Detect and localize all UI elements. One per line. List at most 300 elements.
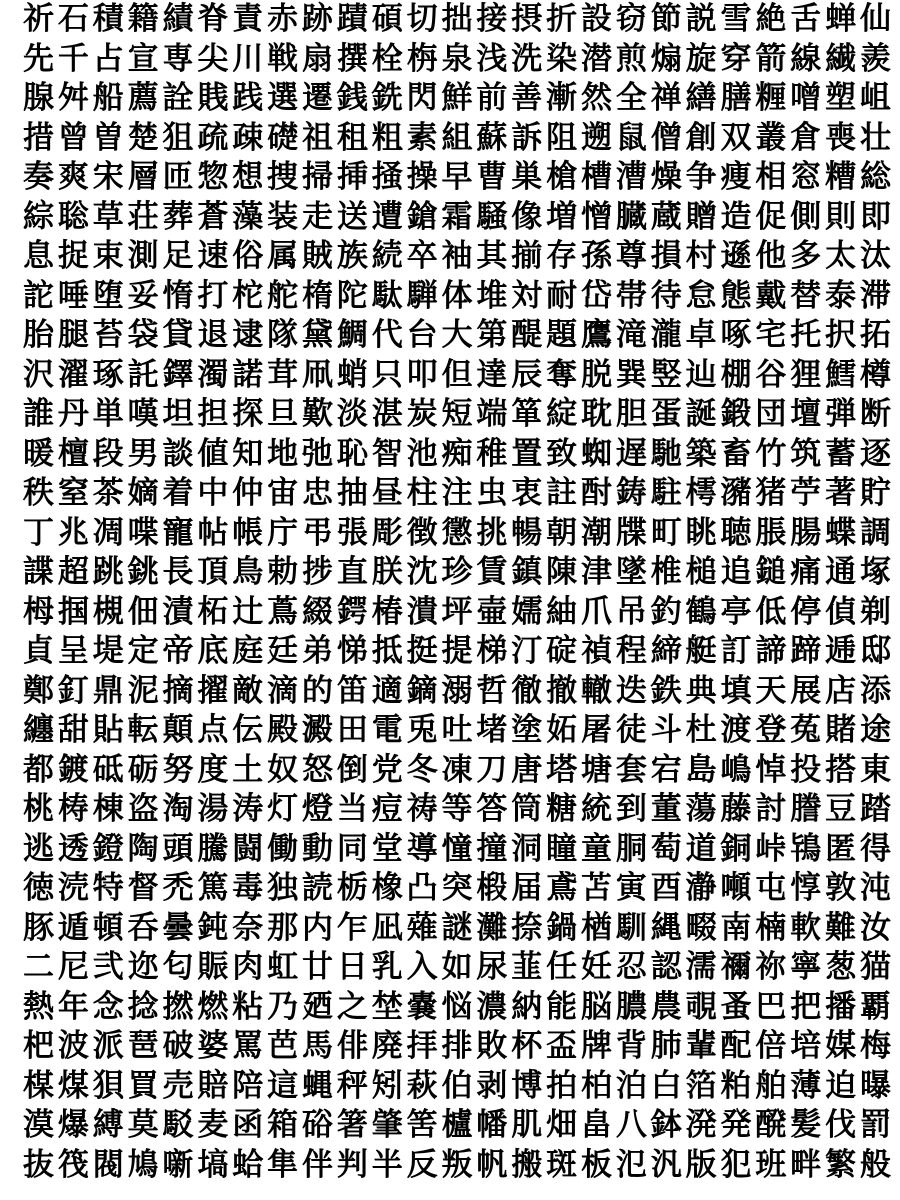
kanji-character: 諜 <box>23 554 54 590</box>
kanji-character: 筈 <box>406 1107 438 1143</box>
kanji-character: 任 <box>546 949 578 985</box>
kanji-character: 辰 <box>511 356 543 393</box>
kanji-character: 側 <box>790 198 822 235</box>
kanji-character: 八 <box>615 1107 647 1143</box>
kanji-character: 馳 <box>650 435 682 472</box>
kanji-character: 属 <box>267 238 299 274</box>
kanji-character: 斑 <box>546 1146 578 1183</box>
kanji-character: 唐 <box>511 751 543 788</box>
kanji-character: 爪 <box>581 593 612 630</box>
kanji-character: 煤 <box>57 1067 89 1104</box>
kanji-character: 婆 <box>197 1028 229 1064</box>
kanji-character: 倒 <box>336 751 368 788</box>
kanji-character: 伐 <box>825 1107 857 1143</box>
kanji-character: 曹 <box>476 159 508 195</box>
kanji-character: 定 <box>127 633 159 669</box>
kanji-character: 箪 <box>511 396 543 432</box>
kanji-character: 妥 <box>127 277 159 314</box>
kanji-character: 注 <box>441 475 473 511</box>
kanji-character: 叛 <box>441 1146 473 1183</box>
kanji-character: 撞 <box>476 830 508 867</box>
kanji-character: 組 <box>441 119 473 156</box>
kanji-character: 胎 <box>23 317 54 353</box>
kanji-character: 伝 <box>232 712 264 748</box>
kanji-character: 超 <box>57 554 89 590</box>
kanji-character: 謎 <box>441 909 473 946</box>
kanji-character: 頓 <box>92 909 124 946</box>
kanji-character: 覇 <box>860 988 891 1025</box>
kanji-character: 箱 <box>267 1107 299 1143</box>
kanji-character: 盃 <box>546 1028 578 1064</box>
kanji-character: 釣 <box>650 593 682 630</box>
kanji-character: 肌 <box>511 1107 543 1143</box>
kanji-character: 土 <box>232 751 264 788</box>
kanji-character: 誰 <box>23 396 54 432</box>
kanji-character: 津 <box>581 554 612 590</box>
kanji-row <box>22 830 892 868</box>
kanji-character: 腸 <box>790 514 822 551</box>
kanji-character: 奈 <box>232 909 264 946</box>
kanji-character: 硲 <box>302 1107 333 1143</box>
kanji-character: 椴 <box>476 870 508 906</box>
kanji-character: 嫡 <box>127 475 159 511</box>
kanji-character: 釘 <box>57 672 89 709</box>
kanji-character: 添 <box>860 672 891 709</box>
kanji-character: 樽 <box>860 356 891 393</box>
kanji-character: 的 <box>302 672 333 709</box>
kanji-character: 漠 <box>23 1107 54 1143</box>
kanji-character: 培 <box>790 1028 822 1064</box>
kanji-character: 投 <box>790 751 822 788</box>
kanji-character: 旋 <box>685 40 717 77</box>
kanji-character: 短 <box>441 396 473 432</box>
kanji-character: 吊 <box>615 593 647 630</box>
kanji-character: 尿 <box>476 949 508 985</box>
kanji-character: 棚 <box>720 356 752 393</box>
kanji-character: 績 <box>162 1 194 37</box>
kanji-character: 存 <box>546 238 578 274</box>
kanji-character: 薙 <box>406 909 438 946</box>
kanji-character: 赤 <box>267 1 299 37</box>
kanji-character: 卒 <box>406 238 438 274</box>
kanji-character: 跡 <box>302 1 333 37</box>
kanji-character: 瀞 <box>685 870 717 906</box>
kanji-character: 湯 <box>197 791 229 827</box>
kanji-character: 択 <box>825 317 857 353</box>
kanji-character: 波 <box>57 1028 89 1064</box>
kanji-character: 設 <box>581 1 612 37</box>
kanji-character: 則 <box>825 198 857 235</box>
kanji-character: 畷 <box>685 909 717 946</box>
kanji-character: 薦 <box>127 80 159 116</box>
kanji-character: 舶 <box>755 1067 787 1104</box>
kanji-character: 接 <box>476 1 508 37</box>
kanji-character: 悌 <box>336 633 368 669</box>
kanji-character: 巽 <box>615 356 647 393</box>
kanji-character: 閃 <box>406 80 438 116</box>
kanji-character: 直 <box>336 554 368 590</box>
kanji-character: 切 <box>406 1 438 37</box>
kanji-character: 槍 <box>546 159 578 195</box>
kanji-character: 搭 <box>825 751 857 788</box>
kanji-character: 堵 <box>476 712 508 748</box>
kanji-character: 働 <box>267 830 299 867</box>
kanji-character: 笛 <box>336 672 368 709</box>
kanji-character: 誕 <box>685 396 717 432</box>
kanji-character: 邸 <box>860 633 891 669</box>
kanji-character: 荘 <box>127 198 159 235</box>
kanji-character: 曝 <box>860 1067 891 1104</box>
kanji-character: 届 <box>511 870 543 906</box>
kanji-character: 念 <box>92 988 124 1025</box>
kanji-character: 函 <box>232 1107 264 1143</box>
kanji-character: 破 <box>162 1028 194 1064</box>
kanji-character: 酎 <box>581 475 612 511</box>
kanji-character: 卓 <box>685 317 717 353</box>
kanji-character: 廷 <box>267 633 299 669</box>
kanji-character: 貼 <box>92 712 124 748</box>
kanji-character: 窓 <box>790 159 822 195</box>
kanji-character: 蓄 <box>825 435 857 472</box>
kanji-character: 禿 <box>162 870 194 906</box>
kanji-character: 石 <box>57 1 89 37</box>
kanji-character: 剥 <box>476 1067 508 1104</box>
kanji-character: 疏 <box>197 119 229 156</box>
kanji-character: 宙 <box>267 475 299 511</box>
kanji-character: 葬 <box>162 198 194 235</box>
kanji-character: 操 <box>406 159 438 195</box>
kanji-character: 素 <box>406 119 438 156</box>
kanji-character: 践 <box>232 80 264 116</box>
kanji-character: 幡 <box>476 1107 508 1143</box>
kanji-character: 陪 <box>232 1067 264 1104</box>
kanji-character: 蛸 <box>336 356 368 393</box>
kanji-character: 忍 <box>615 949 647 985</box>
kanji-character: 打 <box>197 277 229 314</box>
kanji-character: 塙 <box>197 1146 229 1183</box>
kanji-character: 体 <box>441 277 473 314</box>
kanji-character: 嶋 <box>720 751 752 788</box>
kanji-character: 迩 <box>127 949 159 985</box>
kanji-character: 大 <box>441 317 473 353</box>
kanji-character: 肉 <box>232 949 264 985</box>
kanji-character: 脱 <box>581 356 612 393</box>
kanji-character: 専 <box>162 40 194 77</box>
kanji-character: 覗 <box>685 988 717 1025</box>
kanji-character: 道 <box>685 830 717 867</box>
kanji-character: 琶 <box>127 1028 159 1064</box>
kanji-character: 抵 <box>371 633 403 669</box>
kanji-character: 畠 <box>581 1107 612 1143</box>
kanji-character: 呈 <box>57 633 89 669</box>
kanji-character: 閥 <box>92 1146 124 1183</box>
kanji-character: 播 <box>825 988 857 1025</box>
kanji-character: 答 <box>476 791 508 827</box>
kanji-row <box>22 277 892 315</box>
kanji-character: 悩 <box>441 988 473 1025</box>
kanji-character: 糎 <box>755 80 787 116</box>
kanji-character: 濁 <box>197 356 229 393</box>
kanji-character: 喋 <box>127 514 159 551</box>
kanji-character: 敗 <box>476 1028 508 1064</box>
kanji-character: 戴 <box>755 277 787 314</box>
kanji-character: 特 <box>92 870 124 906</box>
kanji-character: 桃 <box>23 791 54 827</box>
kanji-character: 辻 <box>232 593 264 630</box>
kanji-character: 伴 <box>302 1146 333 1183</box>
kanji-character: 舵 <box>267 277 299 314</box>
kanji-character: 楠 <box>755 909 787 946</box>
kanji-character: 促 <box>755 198 787 235</box>
kanji-character: 堆 <box>476 277 508 314</box>
kanji-character: 這 <box>267 1067 299 1104</box>
kanji-character: 痘 <box>371 791 403 827</box>
kanji-character: 努 <box>162 751 194 788</box>
kanji-character: 送 <box>336 198 368 235</box>
kanji-character: 脊 <box>197 1 229 37</box>
kanji-row <box>22 0 892 38</box>
kanji-character: 仙 <box>860 1 891 37</box>
kanji-character: 俗 <box>232 238 264 274</box>
kanji-character: 銅 <box>720 830 752 867</box>
kanji-character: 濃 <box>476 988 508 1025</box>
kanji-character: 像 <box>511 198 543 235</box>
kanji-character: 鐸 <box>162 356 194 393</box>
kanji-character: 糖 <box>546 791 578 827</box>
kanji-character: 粕 <box>720 1067 752 1104</box>
kanji-character: 速 <box>197 238 229 274</box>
kanji-character: 派 <box>92 1028 124 1064</box>
kanji-character: 智 <box>371 435 403 472</box>
kanji-character: 鎮 <box>511 554 543 590</box>
kanji-row <box>22 948 892 986</box>
kanji-character: 討 <box>755 791 787 827</box>
kanji-character: 莫 <box>127 1107 159 1143</box>
kanji-character: 填 <box>720 672 752 709</box>
kanji-character: 苧 <box>790 475 822 511</box>
kanji-character: 罰 <box>860 1107 891 1143</box>
kanji-character: 博 <box>511 1067 543 1104</box>
kanji-character: 当 <box>336 791 368 827</box>
kanji-character: 殿 <box>267 712 299 748</box>
kanji-character: 墜 <box>615 554 647 590</box>
kanji-character: 排 <box>441 1028 473 1064</box>
kanji-character: 萩 <box>406 1067 438 1104</box>
kanji-character: 毒 <box>232 870 264 906</box>
kanji-character: 騒 <box>476 198 508 235</box>
kanji-character: 統 <box>581 791 612 827</box>
kanji-character: 尊 <box>615 238 647 274</box>
kanji-character: 鏑 <box>406 672 438 709</box>
kanji-character: 疎 <box>232 119 264 156</box>
kanji-character: 半 <box>371 1146 403 1183</box>
kanji-row <box>22 435 892 473</box>
kanji-character: 筏 <box>57 1146 89 1183</box>
kanji-character: 套 <box>615 751 647 788</box>
kanji-character: 耽 <box>581 396 612 432</box>
kanji-character: 舌 <box>790 1 822 37</box>
kanji-character: 煽 <box>650 40 682 77</box>
kanji-character: 凍 <box>441 751 473 788</box>
kanji-character: 壇 <box>790 396 822 432</box>
kanji-character: 惰 <box>162 277 194 314</box>
kanji-character: 壮 <box>860 119 891 156</box>
kanji-character: 鍔 <box>336 593 368 630</box>
kanji-character: 漕 <box>615 159 647 195</box>
kanji-character: 禰 <box>720 949 752 985</box>
kanji-character: 橡 <box>371 870 403 906</box>
kanji-row <box>22 751 892 789</box>
kanji-character: 冬 <box>406 751 438 788</box>
kanji-character: 庁 <box>267 514 299 551</box>
kanji-character: 折 <box>546 1 578 37</box>
kanji-character: 聡 <box>57 198 89 235</box>
kanji-character: 澱 <box>302 712 333 748</box>
kanji-character: 狙 <box>162 119 194 156</box>
kanji-character: 賠 <box>197 1067 229 1104</box>
kanji-character: 苫 <box>581 870 612 906</box>
kanji-character: 宣 <box>127 40 159 77</box>
kanji-character: 壷 <box>476 593 508 630</box>
kanji-character: 川 <box>232 40 264 77</box>
kanji-character: 拓 <box>860 317 891 353</box>
kanji-character: 綻 <box>546 396 578 432</box>
kanji-character: 鎚 <box>755 554 787 590</box>
kanji-character: 濯 <box>57 356 89 393</box>
kanji-character: 祢 <box>755 949 787 985</box>
kanji-row <box>22 672 892 710</box>
kanji-character: 想 <box>232 159 264 195</box>
kanji-character: 蔦 <box>267 593 299 630</box>
kanji-character: 鋳 <box>615 475 647 511</box>
kanji-character: 把 <box>790 988 822 1025</box>
kanji-character: 堤 <box>92 633 124 669</box>
kanji-character: 廃 <box>371 1028 403 1064</box>
kanji-character: 峠 <box>755 830 787 867</box>
kanji-character: 措 <box>23 119 54 156</box>
kanji-character: 煎 <box>615 40 647 77</box>
kanji-character: 柘 <box>197 593 229 630</box>
kanji-character: 端 <box>476 396 508 432</box>
kanji-character: 探 <box>232 396 264 432</box>
kanji-character: 孫 <box>581 238 612 274</box>
kanji-character: 挿 <box>336 159 368 195</box>
kanji-character: 蕩 <box>685 791 717 827</box>
kanji-character: 灘 <box>476 909 508 946</box>
kanji-character: 増 <box>546 198 578 235</box>
kanji-character: 軟 <box>790 909 822 946</box>
kanji-character: 蹟 <box>336 1 368 37</box>
kanji-character: 叢 <box>755 119 787 156</box>
kanji-character: 噸 <box>720 870 752 906</box>
kanji-character: 噌 <box>790 80 822 116</box>
kanji-character: 廿 <box>302 949 333 985</box>
kanji-character: 髪 <box>790 1107 822 1143</box>
kanji-character: 通 <box>825 554 857 590</box>
kanji-character: 貸 <box>162 317 194 353</box>
kanji-character: 蜘 <box>581 435 612 472</box>
kanji-character: 造 <box>720 198 752 235</box>
kanji-character: 氾 <box>615 1146 647 1183</box>
kanji-character: 註 <box>546 475 578 511</box>
kanji-character: 鐙 <box>92 830 124 867</box>
kanji-character: 丁 <box>23 514 54 551</box>
kanji-character: 犯 <box>720 1146 752 1183</box>
kanji-character: 乳 <box>371 949 403 985</box>
kanji-character: 槽 <box>581 159 612 195</box>
kanji-character: 同 <box>336 830 368 867</box>
kanji-character: 楚 <box>127 119 159 156</box>
kanji-character: 酉 <box>650 870 682 906</box>
kanji-character: 纏 <box>23 712 54 748</box>
kanji-character: 騰 <box>197 830 229 867</box>
kanji-row <box>22 198 892 236</box>
kanji-character: 配 <box>720 1028 752 1064</box>
kanji-character: 陳 <box>546 554 578 590</box>
kanji-character: 弾 <box>825 396 857 432</box>
kanji-character: 逐 <box>860 435 891 472</box>
kanji-character: 斗 <box>650 712 682 748</box>
kanji-character: 鮮 <box>441 80 473 116</box>
kanji-character: 狸 <box>790 356 822 393</box>
kanji-character: 滞 <box>860 277 891 314</box>
kanji-character: 祈 <box>23 1 54 37</box>
kanji-character: 相 <box>755 159 787 195</box>
kanji-character: 馬 <box>302 1028 333 1064</box>
kanji-character: 猫 <box>860 949 891 985</box>
kanji-character: 潜 <box>581 40 612 77</box>
kanji-character: 妊 <box>581 949 612 985</box>
kanji-character: 脳 <box>581 988 612 1025</box>
kanji-character: 縄 <box>650 909 682 946</box>
kanji-character: 矧 <box>371 1067 403 1104</box>
kanji-character: 宅 <box>755 317 787 353</box>
kanji-character: 瀧 <box>650 317 682 353</box>
kanji-character: 萄 <box>650 830 682 867</box>
kanji-character: 藻 <box>232 198 264 235</box>
kanji-character: 碇 <box>546 633 578 669</box>
kanji-character: 堂 <box>371 830 403 867</box>
kanji-character: 帝 <box>162 633 194 669</box>
kanji-character: 痩 <box>720 159 752 195</box>
kanji-character: 捻 <box>127 988 159 1025</box>
kanji-character: 埜 <box>371 988 403 1025</box>
kanji-character: 筒 <box>511 791 543 827</box>
kanji-character: 台 <box>406 317 438 353</box>
kanji-character: 詮 <box>162 80 194 116</box>
kanji-character: 全 <box>615 80 647 116</box>
kanji-character: 倉 <box>790 119 822 156</box>
kanji-character: 茸 <box>267 356 299 393</box>
kanji-character: 鳶 <box>546 870 578 906</box>
kanji-character: 層 <box>127 159 159 195</box>
kanji-character: 諾 <box>232 356 264 393</box>
kanji-character: 督 <box>127 870 159 906</box>
kanji-character: 倍 <box>755 1028 787 1064</box>
kanji-character: 中 <box>197 475 229 511</box>
kanji-character: 捗 <box>302 554 333 590</box>
kanji-character: 蒼 <box>197 198 229 235</box>
kanji-character: 腺 <box>23 80 54 116</box>
kanji-character: 屠 <box>581 712 612 748</box>
kanji-character: 砥 <box>92 751 124 788</box>
kanji-character: 銚 <box>127 554 159 590</box>
kanji-character: 梼 <box>57 791 89 827</box>
kanji-character: 鶴 <box>685 593 717 630</box>
kanji-character: 淡 <box>336 396 368 432</box>
kanji-character: 遁 <box>57 909 89 946</box>
kanji-character: 諦 <box>755 633 787 669</box>
